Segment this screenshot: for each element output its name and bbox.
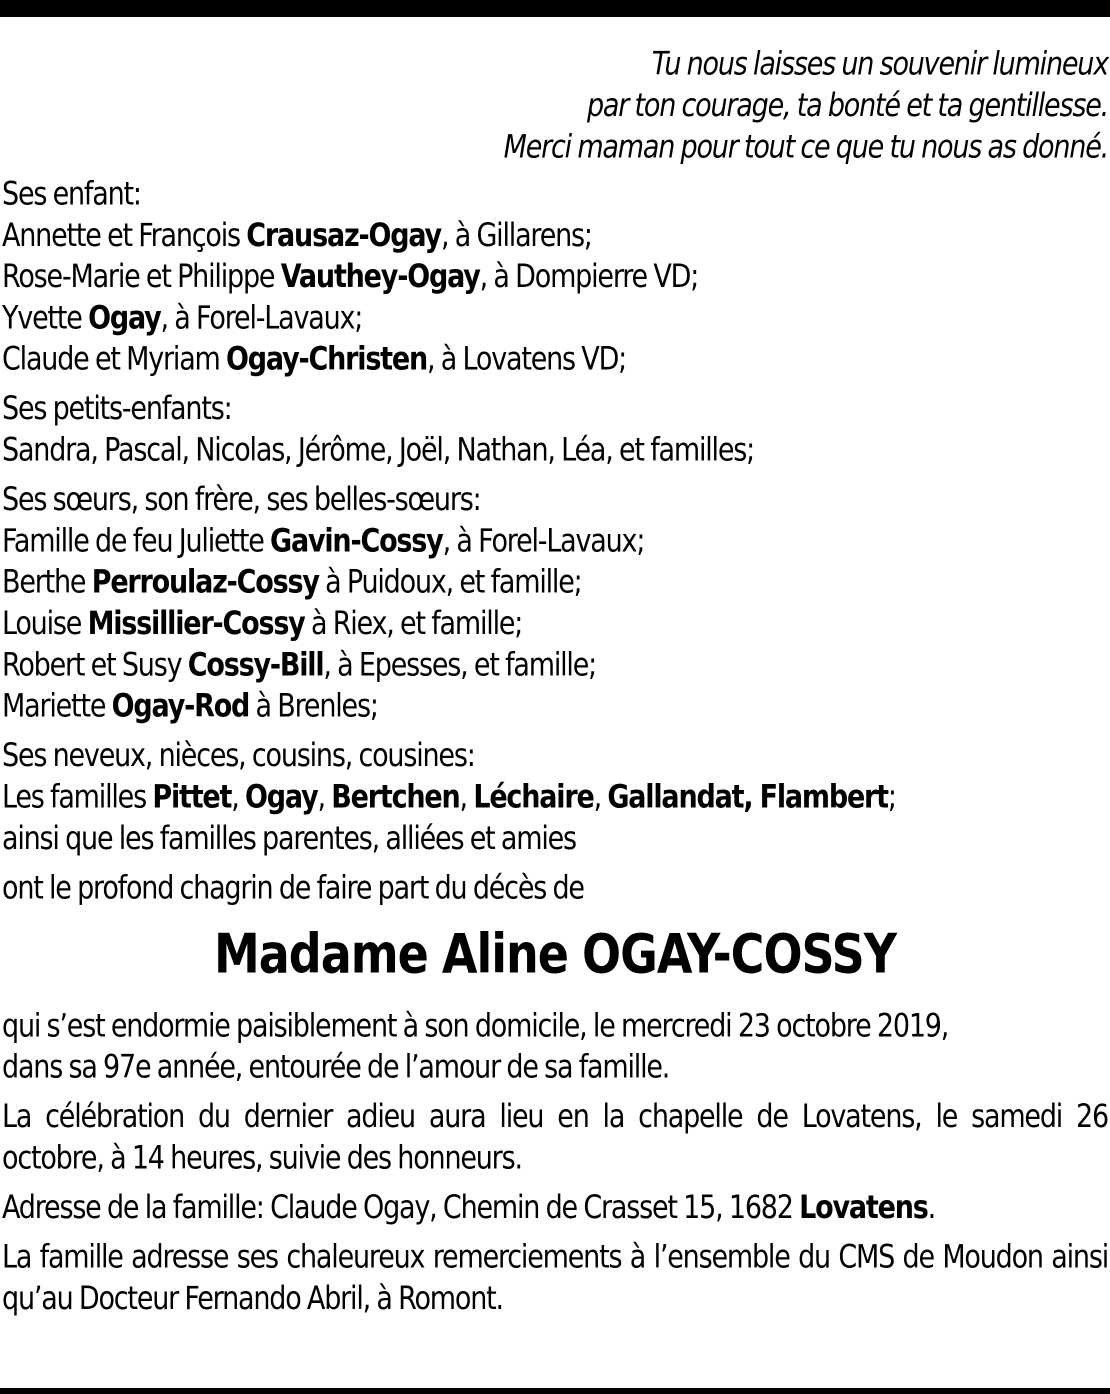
death-details-line: qui s’est endormie paisiblement à son domicile, le mercredi 23 octobre 2019, xyxy=(2,1008,949,1045)
separator: , xyxy=(459,779,474,816)
family-name: Ogay xyxy=(88,300,161,337)
family-name: Gavin-Cossy xyxy=(270,523,443,560)
deceased-name: Madame Aline OGAY-COSSY xyxy=(213,921,897,986)
family-address xyxy=(2,1187,1108,1228)
family-entry xyxy=(2,521,1108,562)
thanks-note: La famille adresse ses chaleureux remerciements à l’ensemble du CMS de Moudon ainsi qu’au Docteur Fernando Abril, à Romont. xyxy=(2,1239,1108,1318)
children-heading: Ses enfant: xyxy=(2,176,141,213)
entry-suffix: , à Dompierre VD; xyxy=(479,258,699,296)
family-name: Ogay-Rod xyxy=(111,688,250,725)
address-text: Adresse de la famille: Claude Ogay, Chemin de Crasset 15, 1682 xyxy=(2,1189,800,1227)
family-entry xyxy=(2,339,1108,380)
family-entry xyxy=(2,686,1108,727)
family-name: Ogay-Christen xyxy=(226,341,428,378)
separator: , xyxy=(317,779,332,816)
entry-prefix: Annette et François xyxy=(2,217,247,255)
family-entry xyxy=(2,645,1108,686)
death-details-line: dans sa 97e année, entourée de l’amour de sa famille. xyxy=(2,1049,670,1086)
entry-suffix: , à Gillarens; xyxy=(440,217,592,255)
bottom-rule xyxy=(0,1388,1110,1394)
entry-suffix: , à Forel-Lavaux; xyxy=(442,523,645,560)
entry-prefix: Louise xyxy=(2,605,88,643)
address-end: . xyxy=(927,1189,936,1227)
top-rule xyxy=(0,0,1110,17)
grandchildren-list: Sandra, Pascal, Nicolas, Jérôme, Joël, Nathan, Léa, et familles; xyxy=(2,432,755,469)
obituary-notice xyxy=(2,44,1108,1320)
entry-suffix: à Riex, et famille; xyxy=(304,605,523,643)
relatives-heading: Ses neveux, nièces, cousins, cousines: xyxy=(2,737,475,775)
family-entry xyxy=(2,603,1108,644)
entry-prefix: Rose-Marie et Philippe xyxy=(2,258,281,296)
family-name: Crausaz-Ogay xyxy=(246,217,441,255)
epigraph-line: Tu nous laisses un souvenir lumineux xyxy=(651,46,1108,83)
entry-suffix: , à Forel-Lavaux; xyxy=(160,300,363,337)
entry-prefix: Berthe xyxy=(2,564,92,601)
siblings-section xyxy=(2,479,1108,727)
separator: , xyxy=(593,779,608,816)
family-name: Vauthey-Ogay xyxy=(280,258,480,296)
grandchildren-heading: Ses petits-enfants: xyxy=(2,390,232,428)
entry-suffix: , à Lovatens VD; xyxy=(427,341,627,378)
family-entry xyxy=(2,562,1108,603)
ceremony-info: La célébration du dernier adieu aura lieu en la chapelle de Lovatens, le samedi 26 octobre, à 14 heures, suivie des honneurs. xyxy=(2,1098,1108,1177)
entry-prefix: Famille de feu Juliette xyxy=(2,523,270,560)
families-line xyxy=(2,777,1108,818)
epigraph xyxy=(2,44,1108,168)
family-name: Perroulaz-Cossy xyxy=(91,564,319,601)
grandchildren-section xyxy=(2,389,1108,472)
epigraph-line: par ton courage, ta bonté et ta gentillesse. xyxy=(586,87,1108,125)
entry-prefix: Mariette xyxy=(2,688,112,725)
family-name: Bertchen xyxy=(331,779,460,816)
relatives-section xyxy=(2,735,1108,859)
family-entry xyxy=(2,298,1108,339)
epigraph-line: Merci maman pour tout ce que tu nous as donné. xyxy=(503,128,1108,166)
family-name: Gallandat, Flambert xyxy=(607,779,888,816)
death-details xyxy=(2,1006,1108,1089)
family-name: Léchaire xyxy=(473,779,594,816)
address-town: Lovatens xyxy=(799,1189,928,1227)
family-name: Cossy-Bill xyxy=(187,646,324,684)
entry-prefix: Yvette xyxy=(2,300,89,337)
entry-suffix: à Brenles; xyxy=(249,688,378,725)
siblings-heading: Ses sœurs, son frère, ses belles-sœurs: xyxy=(2,481,481,519)
allied-families: ainsi que les familles parentes, alliées et amies xyxy=(2,820,576,858)
entry-prefix: Claude et Myriam xyxy=(2,341,227,378)
entry-suffix: à Puidoux, et famille; xyxy=(318,564,582,601)
family-name: Pittet xyxy=(152,779,232,816)
families-prefix: Les familles xyxy=(2,779,153,816)
family-name: Missillier-Cossy xyxy=(87,605,305,643)
family-entry xyxy=(2,256,1108,297)
family-entry xyxy=(2,215,1108,256)
announcement: ont le profond chagrin de faire part du décès de xyxy=(2,869,584,907)
entry-prefix: Robert et Susy xyxy=(2,646,188,684)
families-end: ; xyxy=(887,779,896,816)
children-section xyxy=(2,174,1108,381)
entry-suffix: , à Epesses, et famille; xyxy=(323,646,597,684)
family-name: Ogay xyxy=(245,779,318,816)
separator: , xyxy=(231,779,246,816)
